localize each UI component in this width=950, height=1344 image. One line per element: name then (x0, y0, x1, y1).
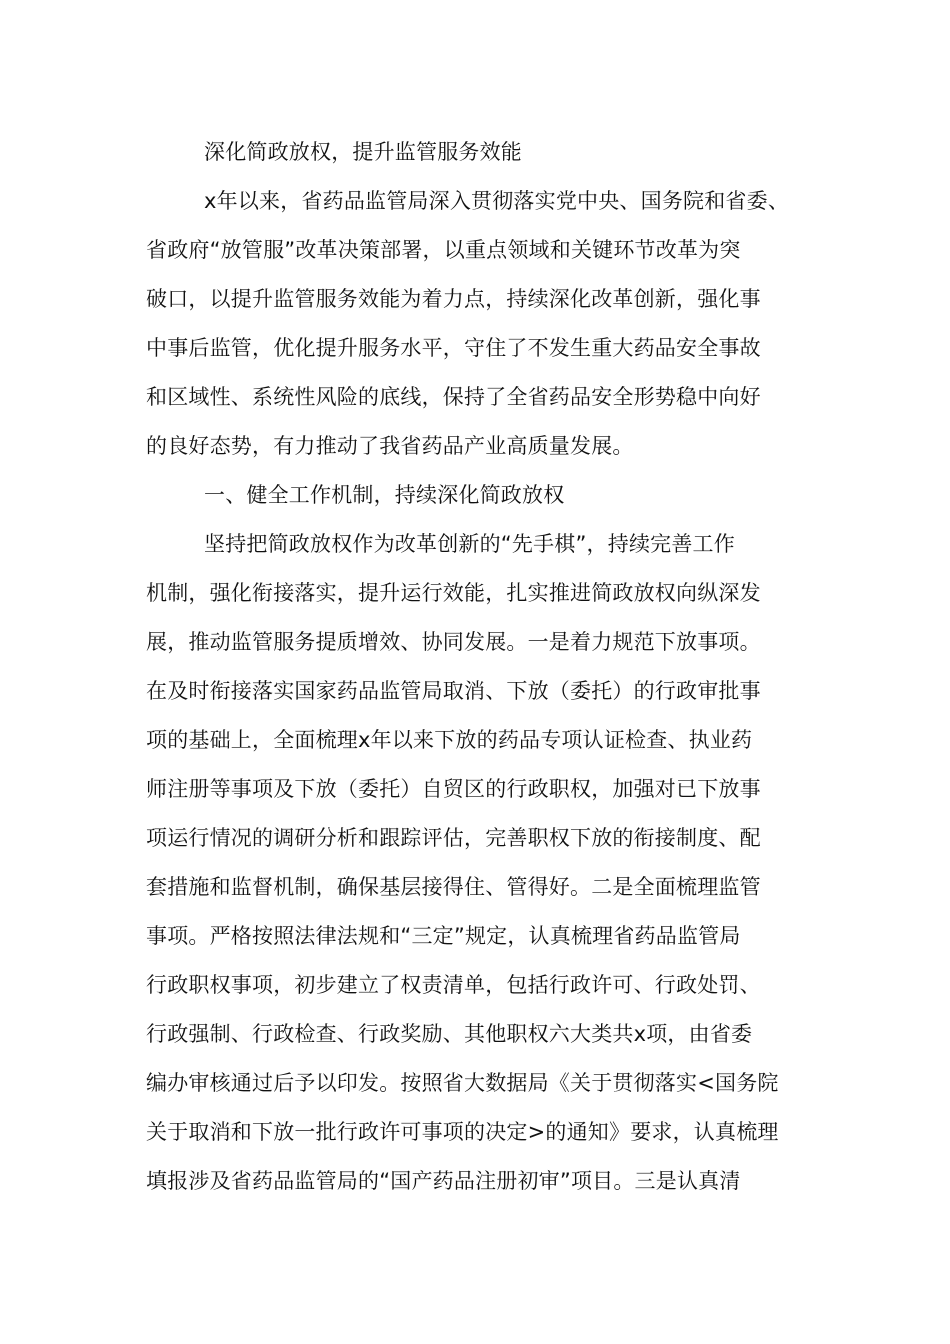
paragraph-2-line: 事项。严格按照法律法规和“三定”规定，认真梳理省药品监管局 (146, 924, 741, 948)
paragraph-2-line: 编办审核通过后予以印发。按照省大数据局《关于贯彻落实<国务院 (146, 1071, 779, 1095)
paragraph-2-line: 行政职权事项，初步建立了权责清单，包括行政许可、行政处罚、 (146, 973, 761, 997)
paragraph-2-line: 展，推动监管服务提质增效、协同发展。一是着力规范下放事项。 (146, 630, 761, 654)
paragraph-1-line: 中事后监管，优化提升服务水平，守住了不发生重大药品安全事故 (146, 336, 761, 360)
section-heading: 一、健全工作机制，持续深化简政放权 (204, 483, 565, 507)
paragraph-1-line: 的良好态势，有力推动了我省药品产业高质量发展。 (146, 434, 634, 458)
paragraph-2-line: 行政强制、行政检查、行政奖励、其他职权六大类共x项，由省委 (146, 1022, 753, 1046)
paragraph-2-line: 套措施和监督机制，确保基层接得住、管得好。二是全面梳理监管 (146, 875, 761, 899)
paragraph-2-line: 师注册等事项及下放（委托）自贸区的行政职权，加强对已下放事 (146, 777, 761, 801)
paragraph-1-line: 破口，以提升监管服务效能为着力点，持续深化改革创新，强化事 (146, 287, 761, 311)
paragraph-1-line: x年以来，省药品监管局深入贯彻落实党中央、国务院和省委、 (204, 189, 790, 213)
paragraph-2-line: 机制，强化衔接落实，提升运行效能，扎实推进简政放权向纵深发 (146, 581, 761, 605)
paragraph-1-line: 和区域性、系统性风险的底线，保持了全省药品安全形势稳中向好 (146, 385, 761, 409)
paragraph-2-line: 关于取消和下放一批行政许可事项的决定>的通知》要求，认真梳理 (146, 1120, 779, 1144)
paragraph-2-line: 项运行情况的调研分析和跟踪评估，完善职权下放的衔接制度、配 (146, 826, 761, 850)
paragraph-2-line: 填报涉及省药品监管局的“国产药品注册初审”项目。三是认真清 (146, 1169, 741, 1193)
document-title: 深化简政放权，提升监管服务效能 (204, 140, 522, 164)
paragraph-1-line: 省政府“放管服”改革决策部署，以重点领域和关键环节改革为突 (146, 238, 741, 262)
paragraph-2-line: 坚持把简政放权作为改革创新的“先手棋”，持续完善工作 (204, 532, 735, 556)
paragraph-2-line: 在及时衔接落实国家药品监管局取消、下放（委托）的行政审批事 (146, 679, 761, 703)
document-body (146, 128, 846, 1206)
paragraph-2-line: 项的基础上，全面梳理x年以来下放的药品专项认证检查、执业药 (146, 728, 753, 752)
